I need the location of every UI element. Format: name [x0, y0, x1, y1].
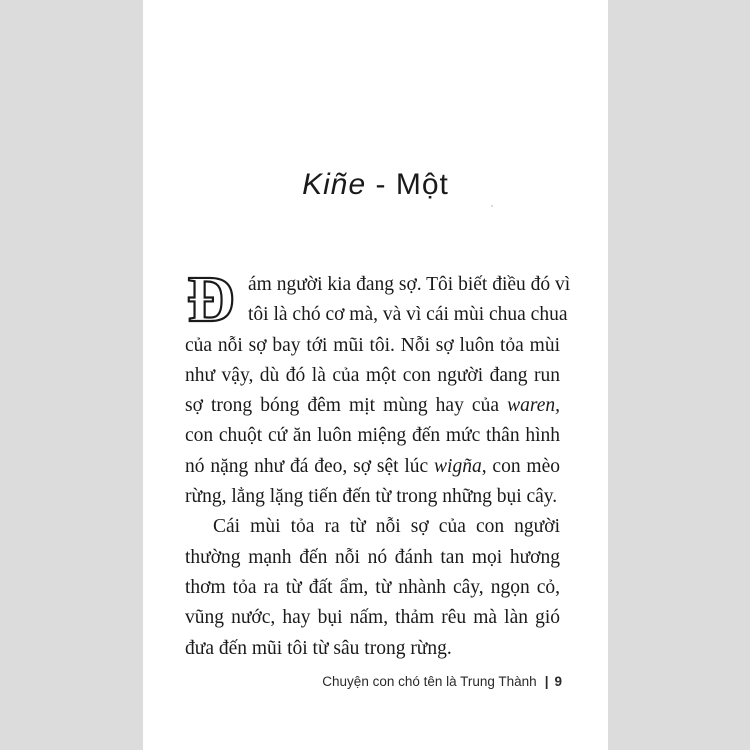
paragraph-2: [185, 512, 560, 663]
drop-cap-letter: [187, 271, 235, 327]
book-title: Chuyện con chó tên là Trung Thành: [322, 674, 537, 689]
paragraph-line: rừng, lẳng lặng tiến đến từ trong những bụi cây.: [185, 486, 558, 508]
paragraph-line: như vậy, dù đó là của một con người đang run: [185, 364, 560, 386]
paragraph-line: thơm tỏa ra từ đất ẩm, từ nhành cây, ngọn cỏ,: [185, 576, 560, 598]
chapter-number: Kiñe: [302, 168, 367, 201]
running-footer: [322, 674, 562, 689]
page-number: 9: [554, 674, 562, 689]
paragraph-line: vũng nước, hay bụi nấm, thảm rêu mà làn gió: [185, 607, 560, 629]
book-page: [143, 0, 608, 750]
svg-text:Đ: Đ: [187, 271, 235, 327]
paragraph-line: con chuột cứ ăn luôn miệng đến mức thân hình: [185, 425, 560, 447]
paragraph-line: tôi là chó cơ mà, và vì cái mùi chua chua: [248, 304, 568, 326]
footer-separator: |: [544, 674, 549, 689]
paragraph-line: Cái mùi tỏa ra từ nỗi sợ của con người: [213, 516, 560, 538]
chapter-separator: -: [375, 168, 387, 201]
paragraph-line: của nỗi sợ bay tới mũi tôi. Nỗi sợ luôn tỏa mùi: [185, 334, 560, 356]
paragraph-line: sợ trong bóng đêm mịt mùng hay của waren,: [185, 395, 560, 417]
paragraph-line: thường mạnh đến nỗi nó đánh tan mọi hương: [185, 546, 560, 568]
paper-speck: [491, 205, 493, 207]
paragraph-line: nó nặng như đá đeo, sợ sệt lúc wigña, con mèo: [185, 455, 561, 477]
chapter-body: [185, 270, 571, 664]
chapter-title: Một: [395, 168, 449, 201]
paragraph-line: ám người kia đang sợ. Tôi biết điều đó vì: [248, 274, 571, 295]
chapter-heading: [143, 168, 608, 202]
paragraph-1: [185, 270, 571, 512]
paragraph-line: đưa đến mũi tôi từ sâu trong rừng.: [185, 637, 452, 659]
